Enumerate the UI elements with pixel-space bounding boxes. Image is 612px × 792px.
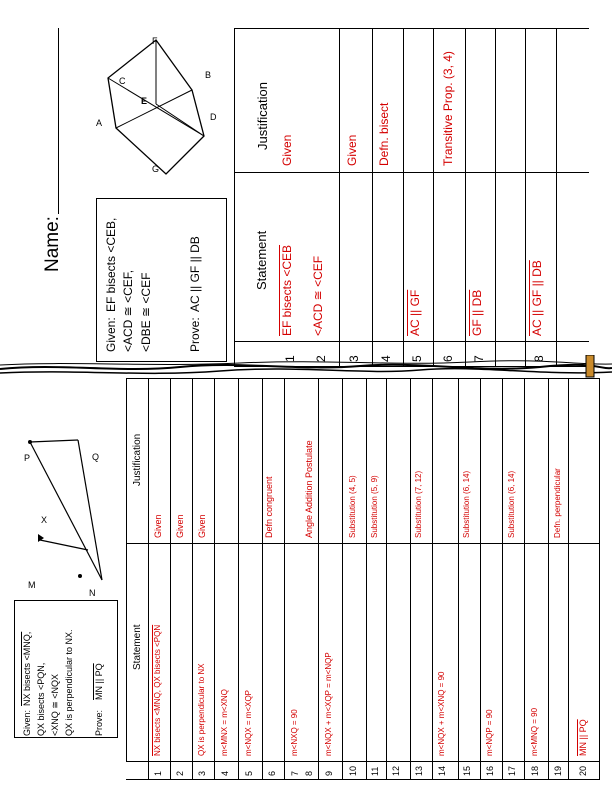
row-number: 13: [414, 765, 424, 776]
row-number: 19: [553, 765, 563, 776]
label-A: A: [96, 118, 103, 128]
row-statement: MN || PQ: [578, 719, 588, 756]
row-statement: m<NQX + m<XNQ = 90: [437, 671, 446, 756]
upper-prove-text: AC || GF || DB: [188, 236, 202, 312]
lower-header-justification: Justification: [132, 433, 143, 486]
row-statement: GF || DB: [470, 289, 484, 336]
row-number: 4: [220, 770, 230, 776]
row-statement: m<NQX = m<XQP: [244, 689, 253, 756]
label-F: F: [152, 36, 158, 46]
row-number: 7: [472, 355, 486, 362]
row-justification: Given: [345, 134, 359, 166]
lower-prove-label: Prove:: [94, 709, 104, 736]
row-statement: m<NXQ = 90: [290, 709, 299, 756]
row-number: 4: [379, 355, 393, 362]
row-number: 8: [304, 770, 314, 776]
lower-given-line-4: QX is perpendicular to NX.: [64, 629, 74, 736]
row-number: 1: [283, 355, 297, 362]
lower-given-line-2: QX bisects <PQN,: [36, 662, 46, 736]
row-number: 3: [197, 770, 207, 776]
name-label: Name:: [42, 216, 63, 272]
row-justification: Angle Addition Postulate: [304, 440, 314, 538]
row-number: 8: [532, 355, 546, 362]
row-number: 5: [410, 355, 424, 362]
upper-header-justification: Justification: [255, 82, 270, 150]
label-D: D: [210, 112, 217, 122]
row-justification: Given: [280, 134, 294, 166]
label-M: M: [28, 580, 36, 590]
row-justification: Substitution (7, 12): [414, 470, 423, 538]
row-number: 18: [530, 765, 540, 776]
label-B: B: [205, 70, 212, 80]
row-number: 2: [314, 355, 328, 362]
upper-prove-label: Prove:: [188, 317, 202, 352]
label-Q: Q: [92, 452, 100, 462]
row-justification: Given: [153, 514, 163, 538]
row-number: 5: [244, 770, 254, 776]
lower-given-label: Given:: [22, 709, 32, 736]
row-justification: Defn congruent: [264, 476, 274, 538]
row-number: 20: [578, 765, 588, 776]
label-X: X: [41, 515, 48, 525]
row-statement: m<MNQ = 90: [530, 707, 539, 756]
row-number: 9: [324, 770, 334, 776]
name-line: [58, 28, 59, 214]
upper-header-statement: Statement: [254, 230, 269, 290]
row-justification: Substitution (4, 5): [348, 475, 357, 538]
row-number: 17: [507, 765, 517, 776]
row-statement: <ACD ≅ <CEF: [311, 255, 325, 336]
lower-header-statement: Statement: [132, 624, 143, 670]
row-number: 12: [391, 765, 401, 776]
row-statement: NX bisects <MNQ, QX bisects <PQN: [153, 624, 162, 756]
row-justification: Substitution (5, 9): [370, 475, 379, 538]
row-number: 11: [370, 766, 380, 776]
row-justification: Transitive Prop. (3, 4): [441, 51, 455, 166]
upper-given-line-1: EF bisects <CEB,: [104, 217, 118, 312]
row-justification: Defn. perpendicular: [553, 468, 562, 538]
lower-prove-text: MN || PQ: [94, 663, 104, 700]
row-number: 14: [437, 765, 447, 776]
row-justification: Given: [175, 514, 185, 538]
upper-given-line-3: <DBE ≅ <CEF: [139, 272, 153, 352]
row-justification: Substitution (6, 14): [462, 470, 471, 538]
label-N: N: [89, 588, 96, 598]
label-E: E: [141, 96, 148, 106]
row-number: 7: [290, 770, 300, 776]
row-statement: QX is perpendicular to NX: [197, 663, 206, 756]
row-number: 1: [153, 770, 163, 776]
row-statement: m<NQP = 90: [485, 709, 494, 756]
row-statement: AC || GF || DB: [530, 260, 544, 336]
label-P: P: [24, 453, 31, 463]
row-number: 6: [441, 355, 455, 362]
label-G: G: [152, 164, 160, 174]
row-number: 15: [462, 765, 472, 776]
row-statement: EF bisects <CEB: [280, 244, 294, 336]
row-justification: Defn. bisect: [377, 102, 391, 166]
lower-given-line-1: NX bisects <MNQ,: [22, 631, 32, 706]
row-statement: m<NQX + m<XQP = m<NQP: [324, 652, 333, 756]
label-C: C: [119, 76, 126, 86]
row-justification: Given: [197, 514, 207, 538]
upper-given-label: Given:: [104, 317, 118, 352]
row-number: 6: [267, 770, 277, 776]
lower-given-line-3: <XNQ ≅ <NQX: [50, 673, 60, 736]
row-statement: m<MNX = m<XNQ: [220, 689, 229, 756]
row-number: 2: [175, 770, 185, 776]
row-number: 16: [485, 765, 495, 776]
upper-given-line-2: <ACD ≅ <CEF,: [121, 269, 135, 352]
row-number: 10: [348, 765, 358, 776]
row-justification: Substitution (6, 14): [507, 470, 516, 538]
upper-diagram: [96, 28, 226, 188]
row-statement: AC || GF: [408, 289, 422, 336]
row-number: 3: [347, 355, 361, 362]
